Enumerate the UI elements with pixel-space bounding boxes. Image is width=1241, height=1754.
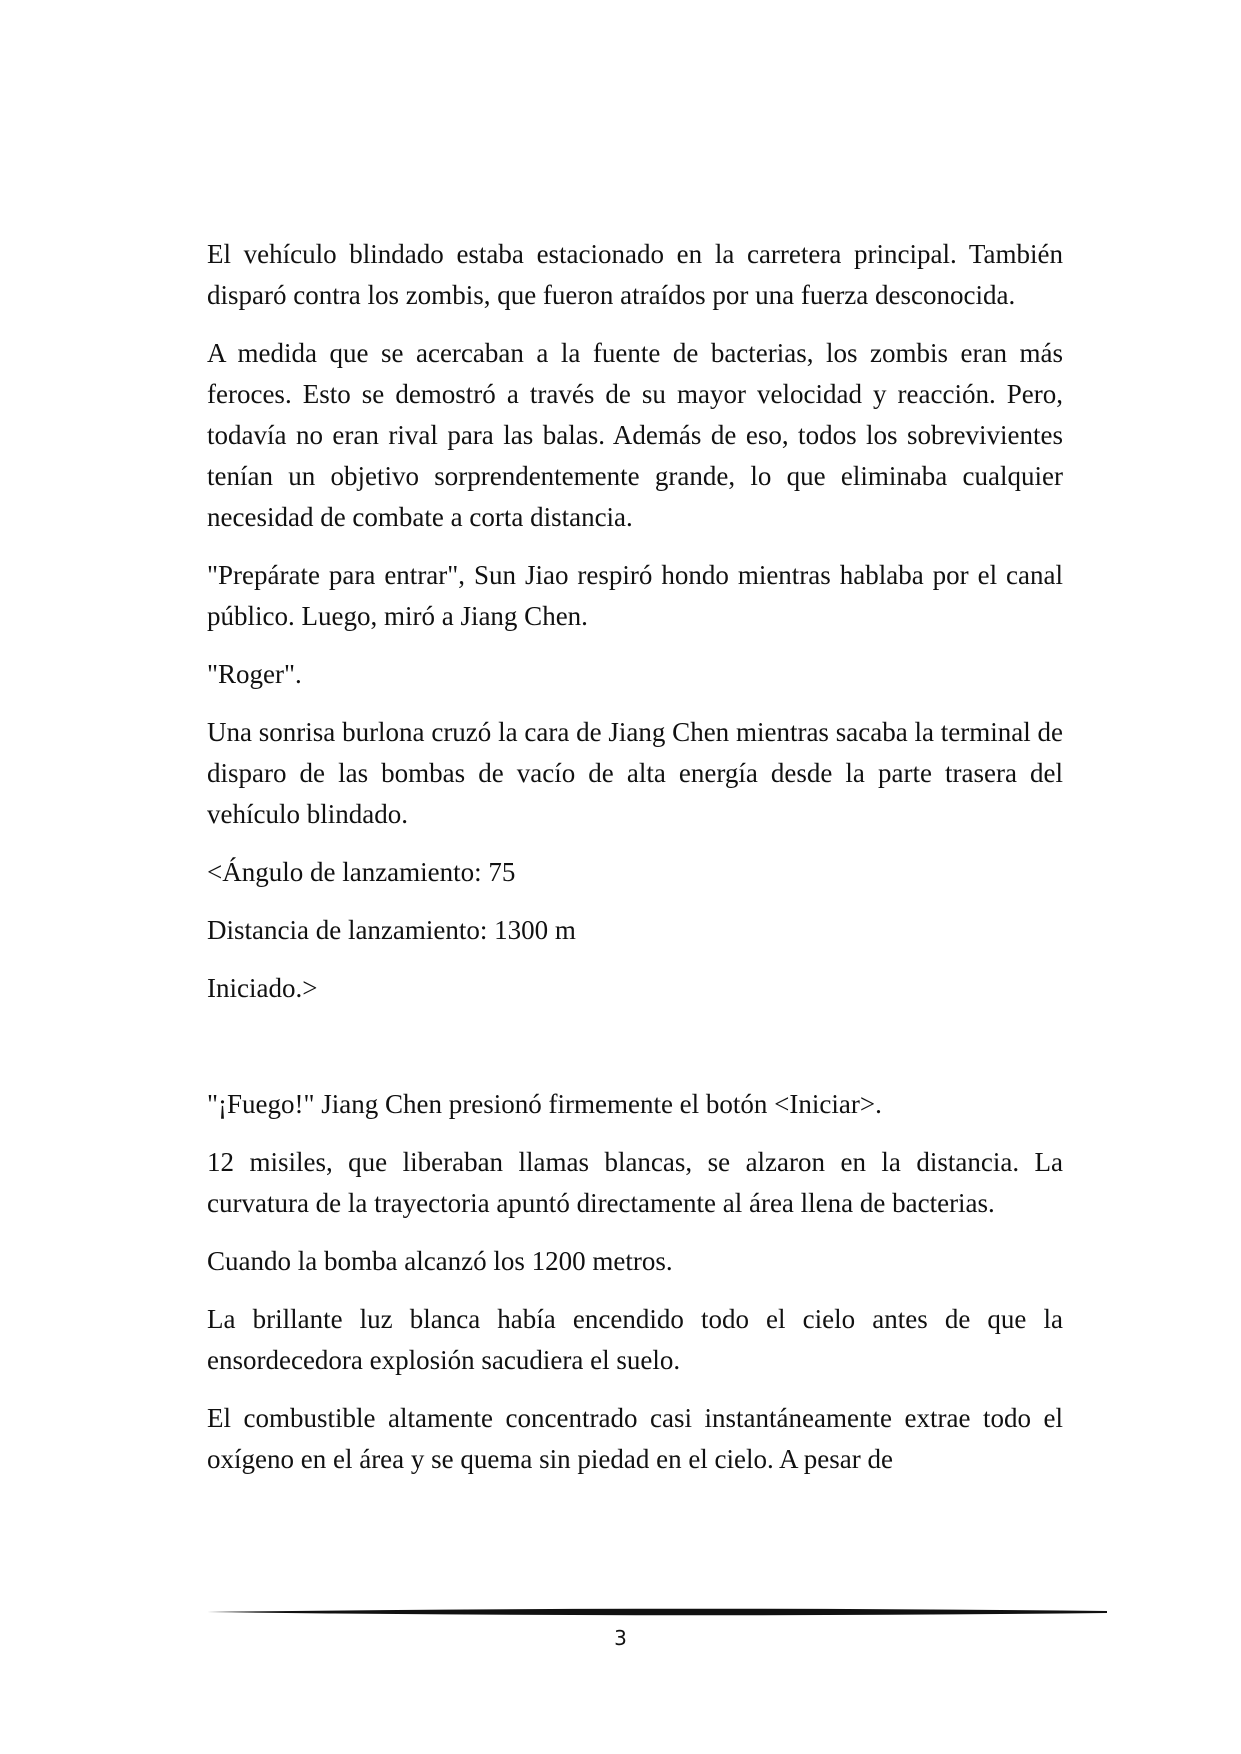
footer-divider xyxy=(207,1607,1107,1617)
paragraph-bomb-altitude: Cuando la bomba alcanzó los 1200 metros. xyxy=(207,1246,673,1276)
paragraph-missiles: 12 misiles, que liberaban llamas blancas, se alzaron en la distancia. La curvatura de la trayectoria apuntó directamente al área llena de bacterias. xyxy=(207,1147,1063,1218)
page-body xyxy=(207,234,1063,1497)
paragraph-sun-jiao: "Prepárate para entrar", Sun Jiao respiró hondo mientras hablaba por el canal público. Luego, miró a Jiang Chen. xyxy=(207,560,1063,631)
terminal-initiated: Iniciado.> xyxy=(207,973,318,1003)
terminal-launch-distance: Distancia de lanzamiento: 1300 m xyxy=(207,915,576,945)
page-number: 3 xyxy=(614,1626,627,1650)
paragraph-firing-terminal: Una sonrisa burlona cruzó la cara de Jiang Chen mientras sacaba la terminal de disparo de las bombas de vacío de alta energía desde la parte trasera del vehículo blindado. xyxy=(207,717,1063,829)
terminal-launch-angle: <Ángulo de lanzamiento: 75 xyxy=(207,857,516,887)
paragraph-white-light: La brillante luz blanca había encendido todo el cielo antes de que la ensordecedora explosión sacudiera el suelo. xyxy=(207,1304,1063,1375)
paragraph-fuel: El combustible altamente concentrado casi instantáneamente extrae todo el oxígeno en el área y se quema sin piedad en el cielo. A pesar de xyxy=(207,1403,1063,1474)
paragraph-armored-vehicle: El vehículo blindado estaba estacionado en la carretera principal. También disparó contra los zombis, que fueron atraídos por una fuerza desconocida. xyxy=(207,239,1063,310)
paragraph-zombies-ferocity: A medida que se acercaban a la fuente de bacterias, los zombis eran más feroces. Esto se demostró a través de su mayor velocidad y reacción. Pero, todavía no eran rival para las balas. Además de eso, todos los sobrevivientes tenían un objetivo sorprendentemente grande, lo que eliminaba cualquier necesidad de combate a corta distancia. xyxy=(207,338,1063,532)
paragraph-fire: "¡Fuego!" Jiang Chen presionó firmemente el botón <Iniciar>. xyxy=(207,1089,882,1119)
paragraph-roger: "Roger". xyxy=(207,659,302,689)
